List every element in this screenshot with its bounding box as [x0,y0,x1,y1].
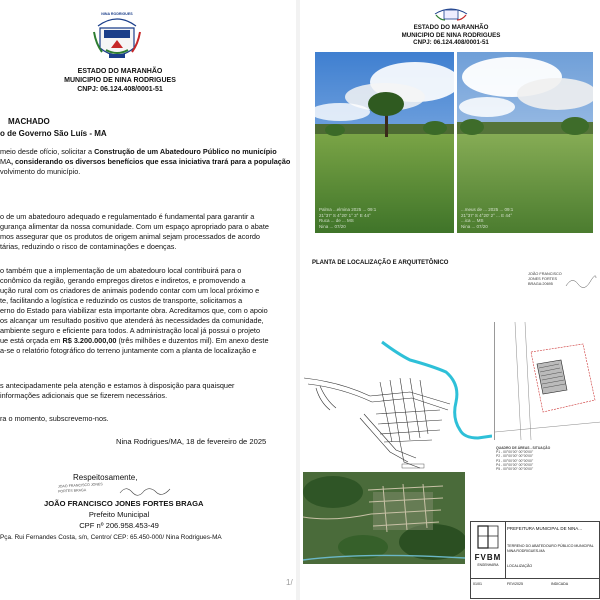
annex-header [372,24,530,47]
photo-1-geostamp: Palma ...elmina 2025 ... 09:1 21°37' S 4°20' 1° 3° E 44° Ruca ... de ... MS Nina ... 07/20 [319,207,377,229]
plan-title: PLANTA DE LOCALIZAÇÃO E ARQUITETÔNICO [312,260,449,266]
page-fragment: 1/ [286,578,293,587]
letter-header [40,67,200,94]
signer-name: JOÃO FRANCISCO JONES FORTES BRAGA [44,499,204,508]
letter-emphasis: Construção de um Abatedouro Público no município [94,147,277,156]
letter-line [0,336,269,346]
letter-line [0,232,260,242]
letter-line [0,147,277,157]
letter-text: gurança alimentar da nossa comunidade. Com um espaço apropriado para o abate [0,222,269,231]
annex-cnpj-number: CNPJ: 06.124.408/0001-51 [413,39,489,47]
letter-text: informações adicionais que se fizerem necessários. [0,391,168,400]
title-block-date: FEV/2025 [507,582,523,586]
letter-emphasis: , considerando os diversos benefícios que essa iniciativa trará para a população [10,157,291,166]
site-plan-drawing [494,322,600,440]
signer-title: Prefeito Municipal [88,510,150,519]
letter-emphasis: R$ 3.200.000,00 [62,336,117,345]
coordinates-legend: QUADRO DE ÁREAS - SITUAÇÃO P1 - 00°00'00" 00°00'00" P2 - 00°00'00" 00°00'00" P3 - 00°00'00" 00°00'00" P4 - 00°00'00" 00°00'00" P5 - 00°00'00" 00°00'00" [496,446,551,472]
fvbm-logo: FVBM ENGENHARIA [471,522,506,578]
letter-text: s antecipadamente pela atenção e estamos à disposição para quaisquer [0,381,235,390]
plan-owner-stamp: JOÃO FRANCISCO JONES FORTES BRAGA:20695 [528,272,562,286]
letter-line [0,266,241,276]
letter-line [0,167,80,177]
title-block-location: NINA RODRIGUES-MA [507,549,545,553]
letter-text: conômico da região, gerando empregos diretos e indiretos, e promovendo a [0,276,246,285]
letter-text: (três milhões e duzentos mil). Em anexo deste [116,336,269,345]
official-letter-page [0,0,296,600]
recipient-name: MACHADO [8,117,50,126]
letter-text: a-se o relatório fotográfico do terreno juntamente com a planta de localização e [0,346,257,355]
letter-text: o de um abatedouro adequado e regulamentado é fundamental para garantir a [0,212,255,221]
date-line: Nina Rodrigues/MA, 18 de fevereiro de 2025 [116,437,267,446]
letter-text: ambiente seguro e eficiente para todos. A administração local já possui o projeto [0,326,261,335]
title-block-sheet-label: LOCALIZAÇÃO [507,564,533,568]
letter-line [0,306,268,316]
cnpj-number: CNPJ: 06.124.408/0001-51 [77,86,163,93]
footer-address: Pça. Rui Fernandes Costa, s/n, Centro/ CEP: 65.450-000/ Nina Rodrigues-MA [0,534,222,541]
closing-salutation: Respeitosamente, [73,473,138,482]
letter-text: ue está orçada em [0,336,63,345]
letter-text: te, facilitando a logística e reduzindo os custos de transporte, solicitamos a [0,296,243,305]
title-block-entity: PREFEITURA MUNICIPAL DE NINA... [507,526,582,531]
photo-2-geostamp: ...meus de ... 2025 ... 09:1 21°37' S 4°20' 2° ... E 44° ...ica ... MS Nina ... 07/20 [461,207,514,229]
terrain-photo-2 [457,52,593,233]
letter-text: ra o momento, subscrevemo-nos. [0,414,109,423]
drawing-title-block [470,521,600,599]
terrain-photo-1 [315,52,454,233]
municipal-crest-icon [92,10,142,64]
fvbm-logo-icon [471,522,505,554]
letter-text: erno do Estado para viabilizar esta importante obra. Acreditamos que, com o apoio [0,306,268,315]
letter-line [0,212,254,222]
letter-line [0,296,242,306]
annex-municipality-name: MUNICIPIO DE NINA RODRIGUES [401,31,501,39]
title-block-project: TERRENO DO ABATEDOURO PÚBLICO MUNICIPAL [507,544,594,548]
title-block-scale: INDICADA [551,582,569,586]
letter-line [0,346,256,356]
letter-line [0,391,167,401]
municipality-name: MUNICIPIO DE NINA RODRIGUES [64,77,176,84]
title-block-sheet-code: 01/01 [473,582,482,586]
letter-text: tárias, reduzindo o risco de contaminações e doenças. [0,242,177,251]
letter-text: MA [0,157,11,166]
signer-cpf: CPF nº 206.958.453-49 [79,521,159,530]
plan-signature-scribble-icon [564,272,598,294]
letter-line [0,222,269,232]
letter-text: meio desde ofício, solicitar a [0,147,95,156]
letter-text: volvimento do município. [0,167,81,176]
letter-line [0,414,109,424]
town-location-map [300,322,492,470]
letter-text: o também que a implementação de um abatedouro local contribuirá para o [0,266,242,275]
letter-text: os alcançar um resultado positivo que atenderá às necessidades da comunidade, [0,316,264,325]
letter-text: mos assegurar que os produtos de origem animal sejam processados de acordo [0,232,260,241]
signature-scribble-icon [118,483,172,497]
digital-signature-stamp: JOAO FRANCISCO JONES FORTES BRAGA [58,483,172,497]
letter-line [0,276,245,286]
recipient-place: o de Governo São Luís - MA [0,129,107,138]
annex-crest-icon [432,5,470,21]
letter-text: ução rural com os criadores de animais podendo contar com um local próximo e [0,286,260,295]
letter-line [0,242,176,252]
letter-line [0,157,290,167]
letter-line [0,316,264,326]
letter-line [0,286,259,296]
letter-line [0,381,234,391]
crest-lettering: NINA RODRIGUES [101,12,133,16]
letter-line [0,326,260,336]
annex-page [300,0,600,600]
satellite-image [303,472,465,564]
state-name: ESTADO DO MARANHÃO [77,68,163,75]
annex-state-name: ESTADO DO MARANHÃO [413,24,489,31]
